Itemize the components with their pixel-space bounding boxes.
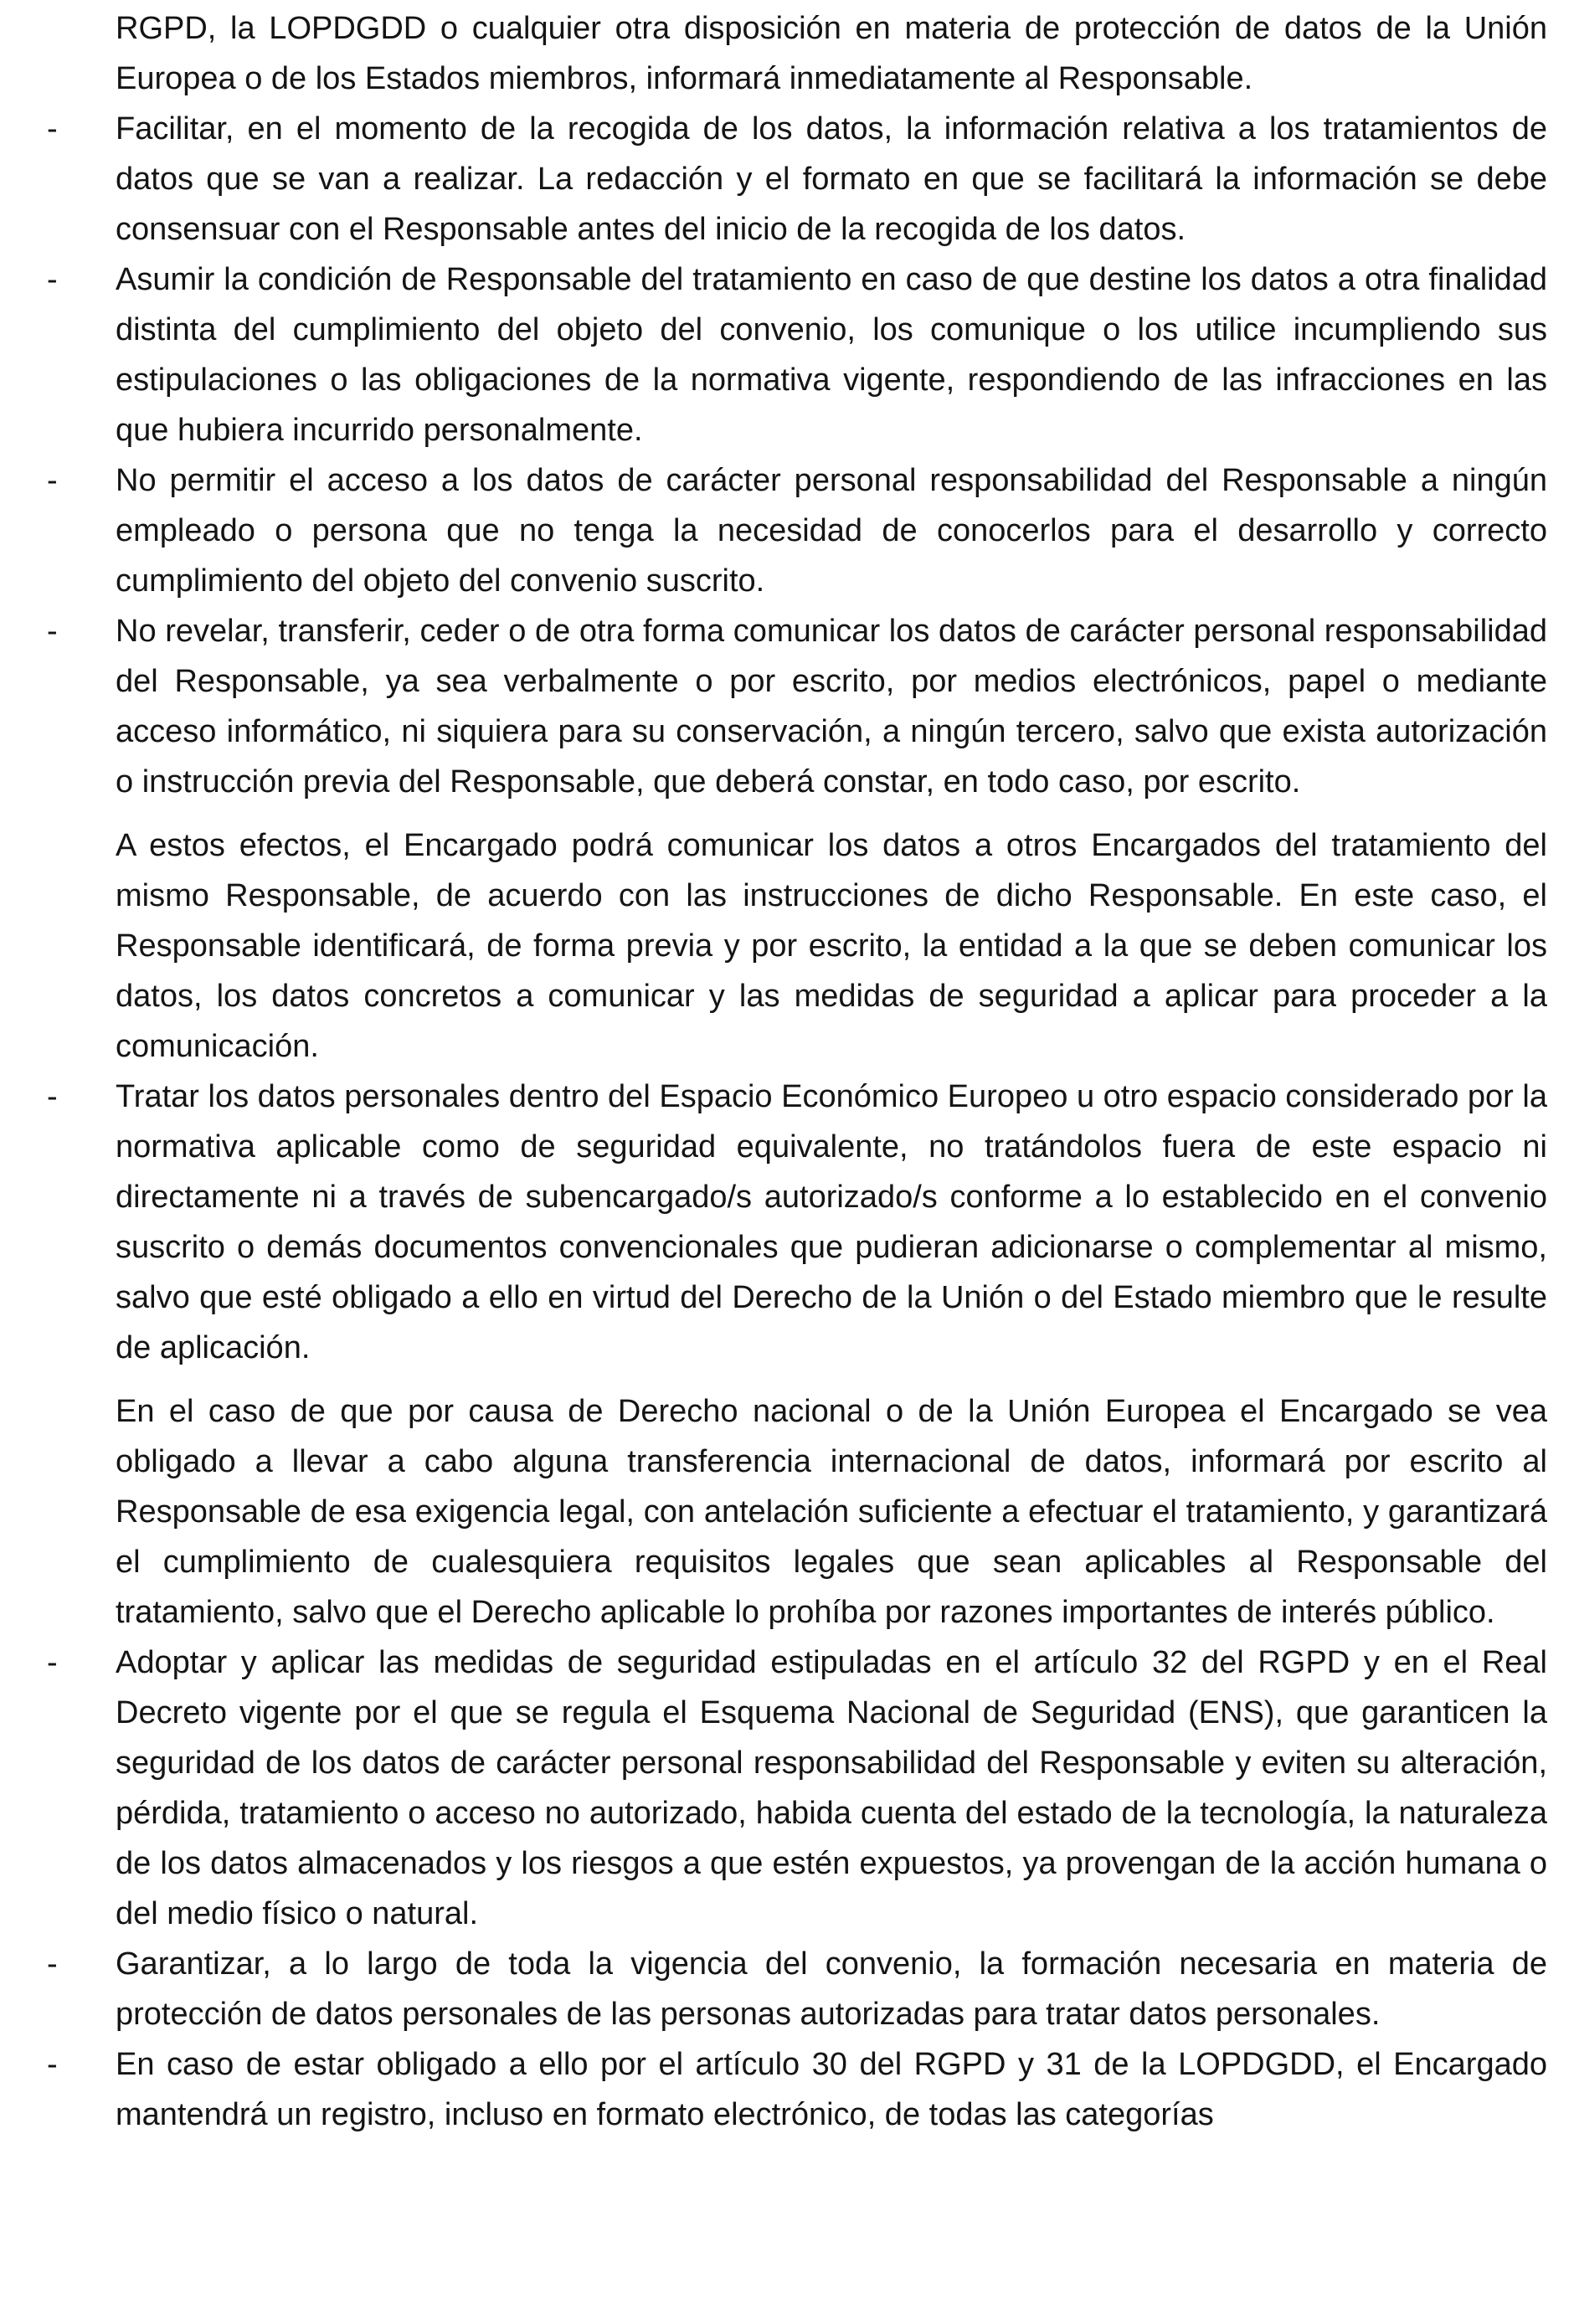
- list-item-text: No permitir el acceso a los datos de carácter personal responsabilidad del Responsable a ningún empleado o persona que no tenga la necesidad de conocerlos para el desarrollo y correcto cumplimiento del objeto del convenio suscrito.: [116, 463, 1547, 599]
- list-item-text: En caso de estar obligado a ello por el artículo 30 del RGPD y 31 de la LOPDGDD, el Encargado mantendrá un registro, incluso en formato electrónico, de todas las categorías: [116, 2047, 1547, 2132]
- bullet-dash: -: [47, 1946, 58, 1982]
- bullet-dash: -: [47, 111, 58, 147]
- body-paragraph: En el caso de que por causa de Derecho nacional o de la Unión Europea el Encargado se vea obligado a llevar a cabo alguna transferencia internacional de datos, informará por escrito al Responsable de esa exigencia legal, con antelación suficiente a efectuar el tratamiento, y garantizará el cumplimiento de cualesquiera requisitos legales que sean aplicables al Responsable del tratamiento, salvo que el Derecho aplicable lo prohíba por razones importantes de interés público.: [116, 1394, 1547, 1630]
- list-item: [47, 1072, 1547, 1373]
- list-item-text: No revelar, transferir, ceder o de otra forma comunicar los datos de carácter personal responsabilidad del Responsable, ya sea verbalmente o por escrito, por medios electrónicos, papel o mediante acceso informático, ni siquiera para su conservación, a ningún tercero, salvo que exista autorización o instrucción previa del Responsable, que deberá constar, en todo caso, por escrito.: [116, 614, 1547, 800]
- list-item: [47, 255, 1547, 455]
- list-item: [47, 104, 1547, 255]
- list-item: [47, 1939, 1547, 2039]
- bullet-dash: -: [47, 1079, 58, 1114]
- list-item-text: Asumir la condición de Responsable del tratamiento en caso de que destine los datos a otra finalidad distinta del cumplimiento del objeto del convenio, los comunique o los utilice incumpliendo sus estipulaciones o las obligaciones de la normativa vigente, respondiendo de las infracciones en las que hubiera incurrido personalmente.: [116, 262, 1547, 448]
- body-paragraph: A estos efectos, el Encargado podrá comunicar los datos a otros Encargados del tratamiento del mismo Responsable, de acuerdo con las instrucciones de dicho Responsable. En este caso, el Responsable identificará, de forma previa y por escrito, la entidad a la que se deben comunicar los datos, los datos concretos a comunicar y las medidas de seguridad a aplicar para proceder a la comunicación.: [116, 828, 1547, 1064]
- list-item: [47, 1638, 1547, 1939]
- continuation-paragraph: RGPD, la LOPDGDD o cualquier otra disposición en materia de protección de datos de la Unión Europea o de los Estados miembros, informará inmediatamente al Responsable.: [116, 11, 1547, 96]
- list-item: [47, 606, 1547, 807]
- bullet-dash: -: [47, 463, 58, 498]
- bullet-dash: -: [47, 2047, 58, 2082]
- bullet-dash: -: [47, 262, 58, 297]
- document-body: [47, 3, 1547, 2140]
- list-item-text: Tratar los datos personales dentro del Espacio Económico Europeo u otro espacio considerado por la normativa aplicable como de seguridad equivalente, no tratándolos fuera de este espacio ni directamente ni a través de subencargado/s autorizado/s conforme a lo establecido en el convenio suscrito o demás documentos convencionales que pudieran adicionarse o complementar al mismo, salvo que esté obligado a ello en virtud del Derecho de la Unión o del Estado miembro que le resulte de aplicación.: [116, 1079, 1547, 1365]
- list-item-text: Garantizar, a lo largo de toda la vigencia del convenio, la formación necesaria en materia de protección de datos personales de las personas autorizadas para tratar datos personales.: [116, 1946, 1547, 2032]
- list-item-text: Adoptar y aplicar las medidas de seguridad estipuladas en el artículo 32 del RGPD y en el Real Decreto vigente por el que se regula el Esquema Nacional de Seguridad (ENS), que garanticen la seguridad de los datos de carácter personal responsabilidad del Responsable y eviten su alteración, pérdida, tratamiento o acceso no autorizado, habida cuenta del estado de la tecnología, la naturaleza de los datos almacenados y los riesgos a que estén expuestos, ya provengan de la acción humana o del medio físico o natural.: [116, 1645, 1547, 1931]
- bullet-dash: -: [47, 1645, 58, 1680]
- list-item-text: Facilitar, en el momento de la recogida de los datos, la información relativa a los tratamientos de datos que se van a realizar. La redacción y el formato en que se facilitará la información se debe consensuar con el Responsable antes del inicio de la recogida de los datos.: [116, 111, 1547, 247]
- list-item: [47, 455, 1547, 606]
- list-item: [47, 2039, 1547, 2140]
- bullet-dash: -: [47, 614, 58, 649]
